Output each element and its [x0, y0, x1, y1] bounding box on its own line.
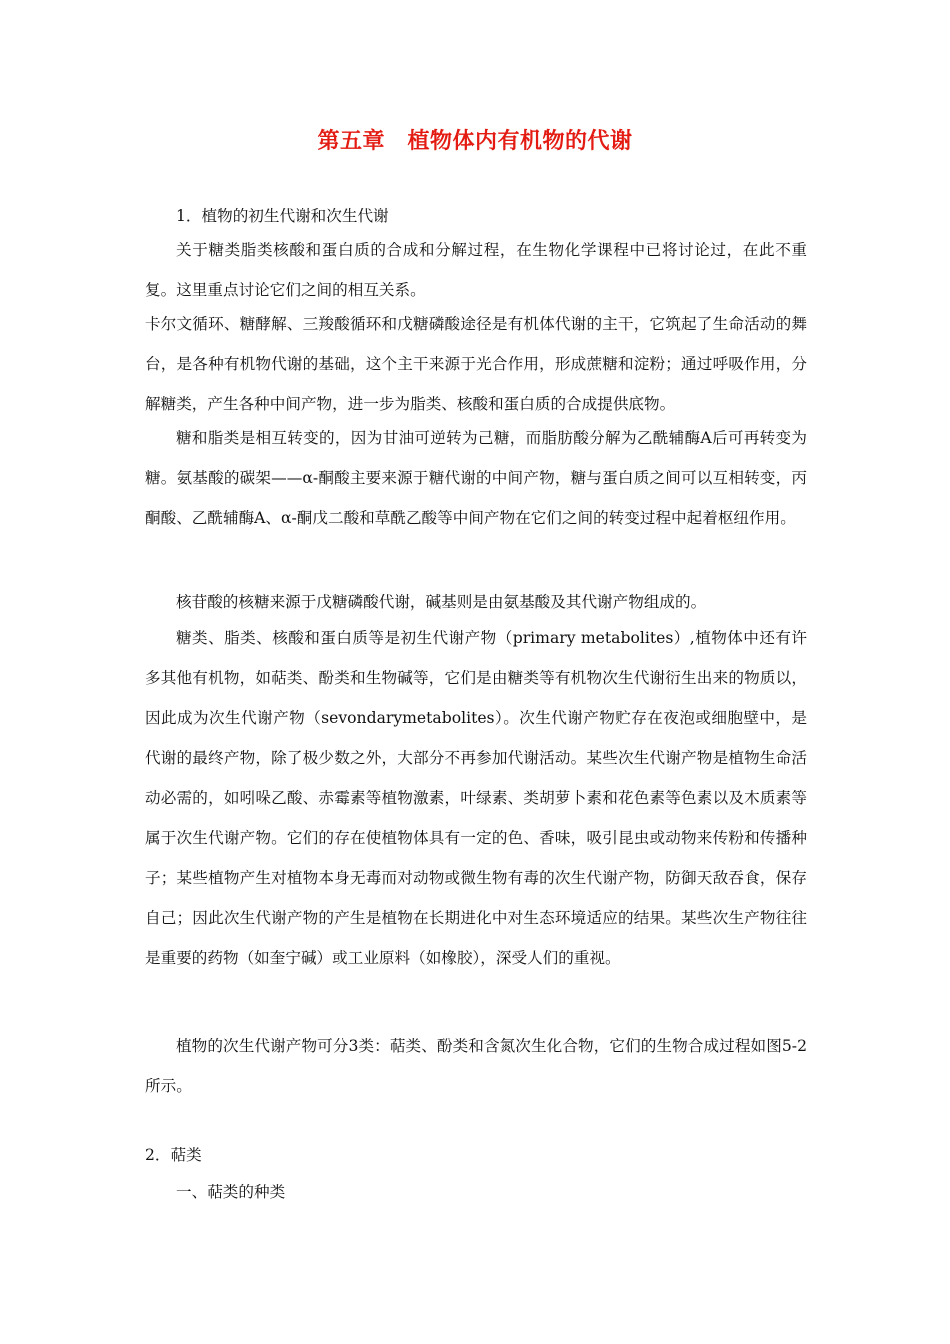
subsection-heading: 一、萜类的种类 [176, 1183, 286, 1201]
section-heading-1: 1．植物的初生代谢和次生代谢 [176, 207, 389, 225]
chapter-title: 第五章 植物体内有机物的代谢 [317, 129, 633, 154]
section-heading-2: 2．萜类 [145, 1146, 202, 1164]
paragraph-1: 关于糖类脂类核酸和蛋白质的合成和分解过程，在生物化学课程中已将讨论过，在此不重复。这里重点讨论它们之间的相互关系。 [145, 241, 807, 299]
paragraph-4: 核苷酸的核糖来源于戊糖磷酸代谢，碱基则是由氨基酸及其代谢产物组成的。 [176, 593, 707, 611]
paragraph-6: 植物的次生代谢产物可分3类：萜类、酚类和含氮次生化合物，它们的生物合成过程如图5-2所示。 [145, 1037, 807, 1095]
paragraph-5: 糖类、脂类、核酸和蛋白质等是初生代谢产物（primary metabolites）,植物体中还有许多其他有机物，如萜类、酚类和生物碱等，它们是由糖类等有机物次生代谢衍生出来的物质以，因此成为次生代谢产物（sevondarymetabolites）。次生代谢产物贮存在夜泡或细胞壁中，是代谢的最终产物，除了极少数之外，大部分不再参加代谢活动。某些次生代谢产物是植物生命活动必需的，如吲哚乙酸、赤霉素等植物激素，叶绿素、类胡萝卜素和花色素等色素以及木质素等属于次生代谢产物。它们的存在使植物体具有一定的色、香味，吸引昆虫或动物来传粉和传播种子；某些植物产生对植物本身无毒而对动物或微生物有毒的次生代谢产物，防御天敌吞食，保存自己；因此次生代谢产物的产生是植物在长期进化中对生态环境适应的结果。某些次生产物往往是重要的药物（如奎宁碱）或工业原料（如橡胶），深受人们的重视。 [145, 629, 807, 967]
paragraph-2: 卡尔文循环、糖酵解、三羧酸循环和戊糖磷酸途径是有机体代谢的主干，它筑起了生命活动的舞台，是各种有机物代谢的基础，这个主干来源于光合作用，形成蔗糖和淀粉；通过呼吸作用，分解糖类，产生各种中间产物，进一步为脂类、核酸和蛋白质的合成提供底物。 [145, 315, 807, 413]
paragraph-3: 糖和脂类是相互转变的，因为甘油可逆转为己糖，而脂肪酸分解为乙酰辅酶A后可再转变为糖。氨基酸的碳架——α-酮酸主要来源于糖代谢的中间产物，糖与蛋白质之间可以互相转变，丙酮酸、乙酰辅酶A、α-酮戊二酸和草酰乙酸等中间产物在它们之间的转变过程中起着枢纽作用。 [145, 429, 807, 527]
